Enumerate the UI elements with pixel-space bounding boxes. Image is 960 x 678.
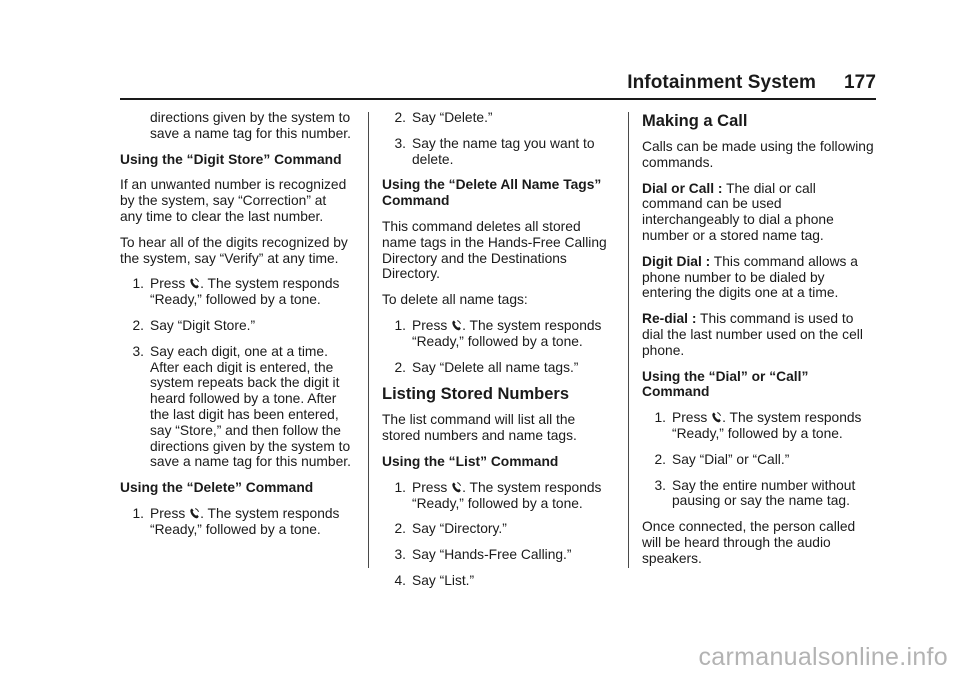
column-1 — [120, 110, 352, 548]
step-text-post: . The system responds “Ready,” followed by a tone. — [150, 276, 340, 308]
continued-paragraph: directions given by the system to save a name tag for this number. — [150, 110, 351, 141]
step-text — [672, 410, 874, 442]
step-list — [120, 506, 352, 538]
definition — [642, 181, 874, 244]
step-text — [150, 506, 352, 538]
step-list — [382, 480, 614, 589]
phone-icon — [452, 320, 461, 331]
step-number: 1. — [394, 317, 406, 333]
step-text-pre: Press — [672, 410, 708, 426]
definition-term: Digit Dial : — [642, 253, 711, 269]
definition-term: Re-dial : — [642, 311, 697, 327]
paragraph: Calls can be made using the following commands. — [642, 139, 874, 170]
phone-icon — [190, 508, 199, 519]
step-number: 1. — [654, 410, 666, 426]
step-text: Say “Hands-Free Calling.” — [412, 547, 572, 563]
subheading-delete-all: Using the “Delete All Name Tags” Command — [382, 177, 602, 209]
step-item — [382, 480, 614, 512]
column-divider-2 — [628, 112, 629, 568]
step-item — [120, 318, 352, 334]
step-text-post: . The system responds “Ready,” followed by a tone. — [150, 505, 340, 537]
definition-desc: This command allows a phone number to be dialed by entering the digits one at a time. — [642, 253, 858, 301]
step-text-pre: Press — [150, 276, 186, 292]
step-text — [412, 318, 614, 350]
step-item — [642, 478, 874, 510]
step-text — [412, 480, 614, 512]
step-number: 3. — [654, 477, 666, 493]
step-item — [382, 318, 614, 350]
page-header — [627, 72, 876, 94]
step-item — [382, 573, 614, 589]
step-text-pre: Press — [412, 479, 448, 495]
step-text: Say “Delete.” — [412, 110, 493, 125]
step-number: 1. — [394, 479, 406, 495]
definition — [642, 311, 874, 358]
paragraph: The list command will list all the stored numbers and name tags. — [382, 412, 577, 444]
step-number: 1. — [132, 505, 144, 521]
step-number: 3. — [394, 547, 406, 563]
step-text: Say “List.” — [412, 572, 475, 588]
subheading-digit-store: Using the “Digit Store” Command — [120, 151, 342, 167]
step-list — [120, 276, 352, 470]
step-text: Say the entire number without pausing or say the name tag. — [672, 477, 856, 509]
section-heading-listing: Listing Stored Numbers — [382, 385, 570, 404]
step-number: 1. — [132, 276, 144, 292]
step-number: 3. — [132, 343, 144, 359]
step-number: 4. — [394, 572, 406, 588]
step-item — [382, 360, 614, 376]
subheading-dial-call: Using the “Dial” or “Call” Command — [642, 368, 809, 400]
section-title: Infotainment System — [627, 72, 816, 93]
definition — [642, 254, 874, 301]
paragraph: To delete all name tags: — [382, 292, 528, 308]
section-heading-making-call: Making a Call — [642, 112, 748, 130]
column-divider-1 — [368, 112, 369, 568]
step-list — [382, 110, 614, 167]
step-item — [382, 547, 614, 563]
paragraph: Once connected, the person called will be heard through the audio speakers. — [642, 519, 856, 566]
step-text: Say the name tag you want to delete. — [412, 135, 595, 167]
phone-icon — [712, 412, 721, 423]
step-text: Say each digit, one at a time. After each digit is entered, the system repeats back the digit it heard followed by a tone. After the last digit has been entered, say “Store,” and then follow the directions given by the system to save a name tag for this number. — [150, 343, 351, 470]
step-item — [382, 110, 614, 126]
step-number: 2. — [394, 359, 406, 375]
step-item — [642, 410, 874, 442]
step-text-post: . The system responds “Ready,” followed by a tone. — [412, 317, 602, 349]
step-number: 2. — [654, 451, 666, 467]
step-text: Say “Digit Store.” — [150, 317, 256, 333]
step-number: 2. — [394, 521, 406, 537]
paragraph: This command deletes all stored name tags in the Hands-Free Calling Directory and the Destinations Directory. — [382, 218, 607, 282]
step-text: Say “Delete all name tags.” — [412, 359, 579, 375]
phone-icon — [452, 482, 461, 493]
step-item — [382, 136, 614, 168]
step-text: Say “Dial” or “Call.” — [672, 451, 790, 467]
step-item — [120, 276, 352, 308]
watermark: carmanualsonline.info — [698, 643, 948, 671]
step-text-post: . The system responds “Ready,” followed by a tone. — [412, 479, 602, 511]
definition-desc: This command is used to dial the last number used on the cell phone. — [642, 311, 863, 358]
step-item — [642, 452, 874, 468]
phone-icon — [190, 278, 199, 289]
step-item — [120, 506, 352, 538]
header-rule — [120, 98, 876, 100]
step-item — [382, 521, 614, 537]
paragraph: If an unwanted number is recognized by the system, say “Correction” at any time to clear the last number. — [120, 177, 347, 224]
step-item — [120, 344, 352, 470]
step-text: Say “Directory.” — [412, 521, 507, 537]
step-text-pre: Press — [150, 505, 186, 521]
column-2 — [382, 110, 614, 599]
paragraph: To hear all of the digits recognized by the system, say “Verify” at any time. — [120, 234, 348, 266]
step-number: 2. — [394, 110, 406, 125]
step-list — [642, 410, 874, 509]
step-number: 2. — [132, 317, 144, 333]
step-list — [382, 318, 614, 375]
definition-desc: The dial or call command can be used interchangeably to dial a phone number or a stored name tag. — [642, 180, 834, 243]
step-number: 3. — [394, 135, 406, 151]
column-3 — [642, 110, 874, 577]
step-text — [150, 276, 352, 308]
subheading-list: Using the “List” Command — [382, 453, 559, 469]
page-number: 177 — [843, 72, 876, 93]
subheading-delete: Using the “Delete” Command — [120, 480, 314, 496]
step-text-post: . The system responds “Ready,” followed by a tone. — [672, 410, 862, 441]
definition-term: Dial or Call : — [642, 180, 723, 196]
step-text-pre: Press — [412, 317, 448, 333]
